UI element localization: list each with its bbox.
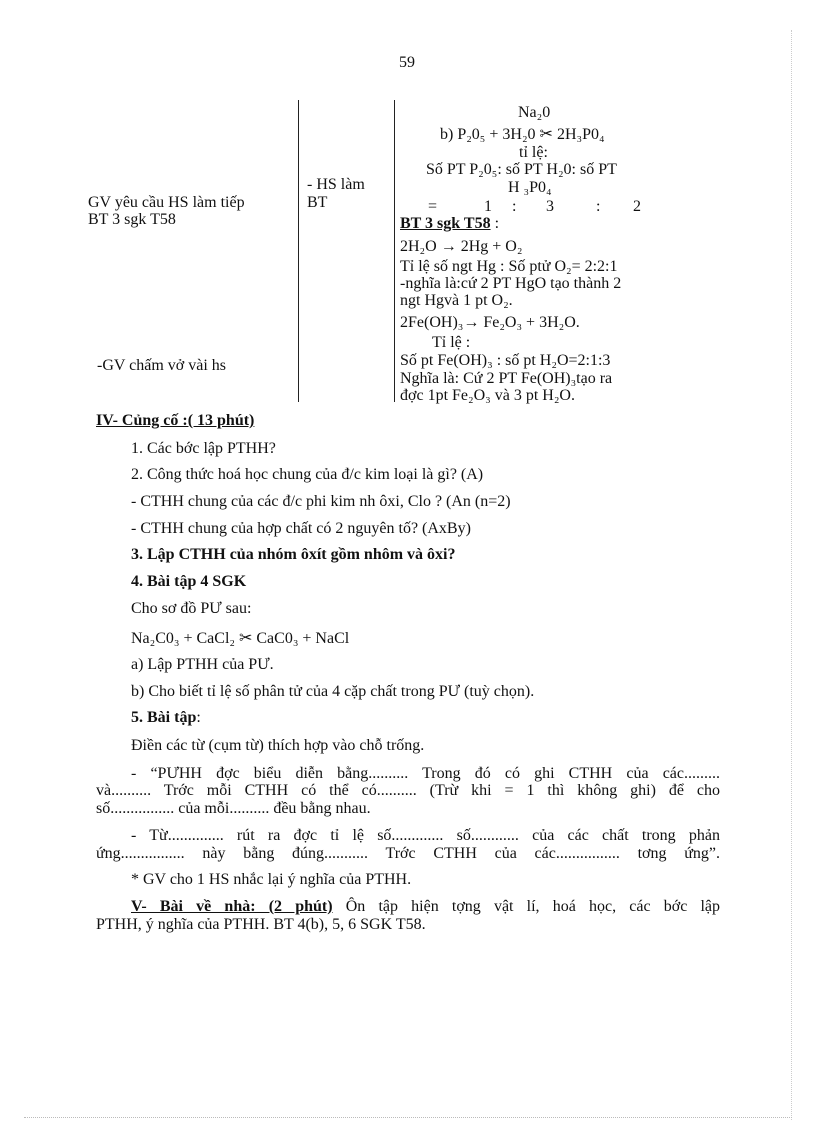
list-item: - CTHH chung của hợp chất có 2 nguyên tố? (AxBy) — [131, 520, 471, 537]
question-heading-text: 5. Bài tập — [131, 709, 197, 726]
ratio-2: 2 — [633, 198, 641, 215]
ratio-sep: : — [512, 198, 517, 215]
list-item: 1. Các bớc lập PTHH? — [131, 440, 276, 457]
content-line: Số PT P₂0₅: số PT H₂0: số PT — [426, 161, 617, 178]
equation-line: b) P₂0₅ + 3H₂0 ✂ 2H₃P0₄ — [440, 126, 605, 143]
homework-text: Ôn tập hiện tợng vật lí, hoá học, các bớc lập — [332, 898, 721, 915]
content-line: đợc 1pt Fe₂O₃ và 3 pt H₂O. — [400, 387, 575, 404]
fill-line: ứng................ này bằng đúng........... Trớc CTHH của các................ tơng ứng”. — [96, 845, 720, 862]
table-divider-left — [298, 100, 299, 402]
ratio-3: 3 — [546, 198, 554, 215]
exercise-heading — [400, 215, 499, 233]
content-line: Số pt Fe(OH)₃ : số pt H₂O=2:1:3 — [400, 352, 611, 369]
fill-line: - “PƯHH đợc biểu diễn bằng.......... Trong đó có ghi CTHH của các......... — [131, 765, 720, 782]
student-activity-1: - HS làm — [307, 176, 365, 193]
paragraph: b) Cho biết tỉ lệ số phân tử của 4 cặp chất trong PƯ (tuỳ chọn). — [131, 683, 535, 700]
homework-line — [131, 898, 720, 916]
content-line: Tỉ lệ : — [432, 334, 471, 351]
paragraph: * GV cho 1 HS nhắc lại ý nghĩa của PTHH. — [131, 871, 412, 888]
section-heading: IV- Củng cố :( 13 phút) — [96, 412, 255, 429]
ratio-eq: = — [428, 198, 438, 215]
teacher-activity-2: BT 3 sgk T58 — [88, 211, 176, 228]
fill-line: và.......... Trớc mỗi CTHH có thể có.......... (Trừ khi = 1 thì không ghi) để cho — [96, 782, 720, 799]
question-heading: 3. Lập CTHH của nhóm ôxít gồm nhôm và ôxi? — [131, 546, 456, 563]
teacher-activity-3: -GV chấm vở vài hs — [97, 357, 227, 374]
content-line: Nghĩa là: Cứ 2 PT Fe(OH)₃tạo ra — [400, 370, 613, 387]
content-line: -nghĩa là:cứ 2 PT HgO tạo thành 2 — [400, 275, 622, 292]
question-heading-colon: : — [196, 709, 201, 726]
page-border-bottom — [24, 1117, 792, 1118]
exercise-heading-text: BT 3 sgk T58 — [400, 215, 491, 232]
equation-line: 2H₂O → 2Hg + O₂ — [400, 238, 523, 255]
content-line: Na₂0 — [518, 104, 551, 121]
content-line: ngt Hgvà 1 pt O₂. — [400, 292, 513, 309]
paragraph: Điền các từ (cụm từ) thích hợp vào chỗ trống. — [131, 737, 425, 754]
content-line: Tỉ lệ số ngt Hg : Số ptử O₂= 2:2:1 — [400, 258, 618, 275]
teacher-activity-1: GV yêu cầu HS làm tiếp — [88, 194, 245, 211]
ratio-1: 1 — [484, 198, 492, 215]
ratio-sep: : — [596, 198, 601, 215]
question-heading — [131, 709, 201, 727]
question-heading: 4. Bài tập 4 SGK — [131, 573, 247, 590]
equation-line: Na₂C0₃ + CaCl₂ ✂ CaC0₃ + NaCl — [131, 630, 350, 647]
page-border-right — [791, 30, 792, 1120]
table-divider-right — [394, 100, 395, 402]
content-line: tỉ lệ: — [519, 144, 548, 161]
paragraph: a) Lập PTHH của PƯ. — [131, 656, 274, 673]
exercise-heading-colon: : — [490, 215, 500, 232]
list-item: - CTHH chung của các đ/c phi kim nh ôxi, Clo ? (An (n=2) — [131, 493, 511, 510]
student-activity-2: BT — [307, 194, 328, 211]
fill-line: số................ của mỗi.......... đều bằng nhau. — [96, 800, 371, 817]
fill-line: - Từ.............. rút ra đợc tỉ lệ số............. số............ của các chất trong phản — [131, 827, 720, 844]
list-item: 2. Công thức hoá học chung của đ/c kim loại là gì? (A) — [131, 466, 484, 483]
page-number: 59 — [399, 54, 415, 71]
equation-line: 2Fe(OH)₃→ Fe₂O₃ + 3H₂O. — [400, 314, 580, 331]
paragraph: Cho sơ đồ PƯ sau: — [131, 600, 252, 617]
section-heading: V- Bài về nhà: (2 phút) — [131, 898, 333, 915]
content-line: H ₃P0₄ — [508, 179, 552, 196]
homework-line: PTHH, ý nghĩa của PTHH. BT 4(b), 5, 6 SGK T58. — [96, 916, 426, 933]
